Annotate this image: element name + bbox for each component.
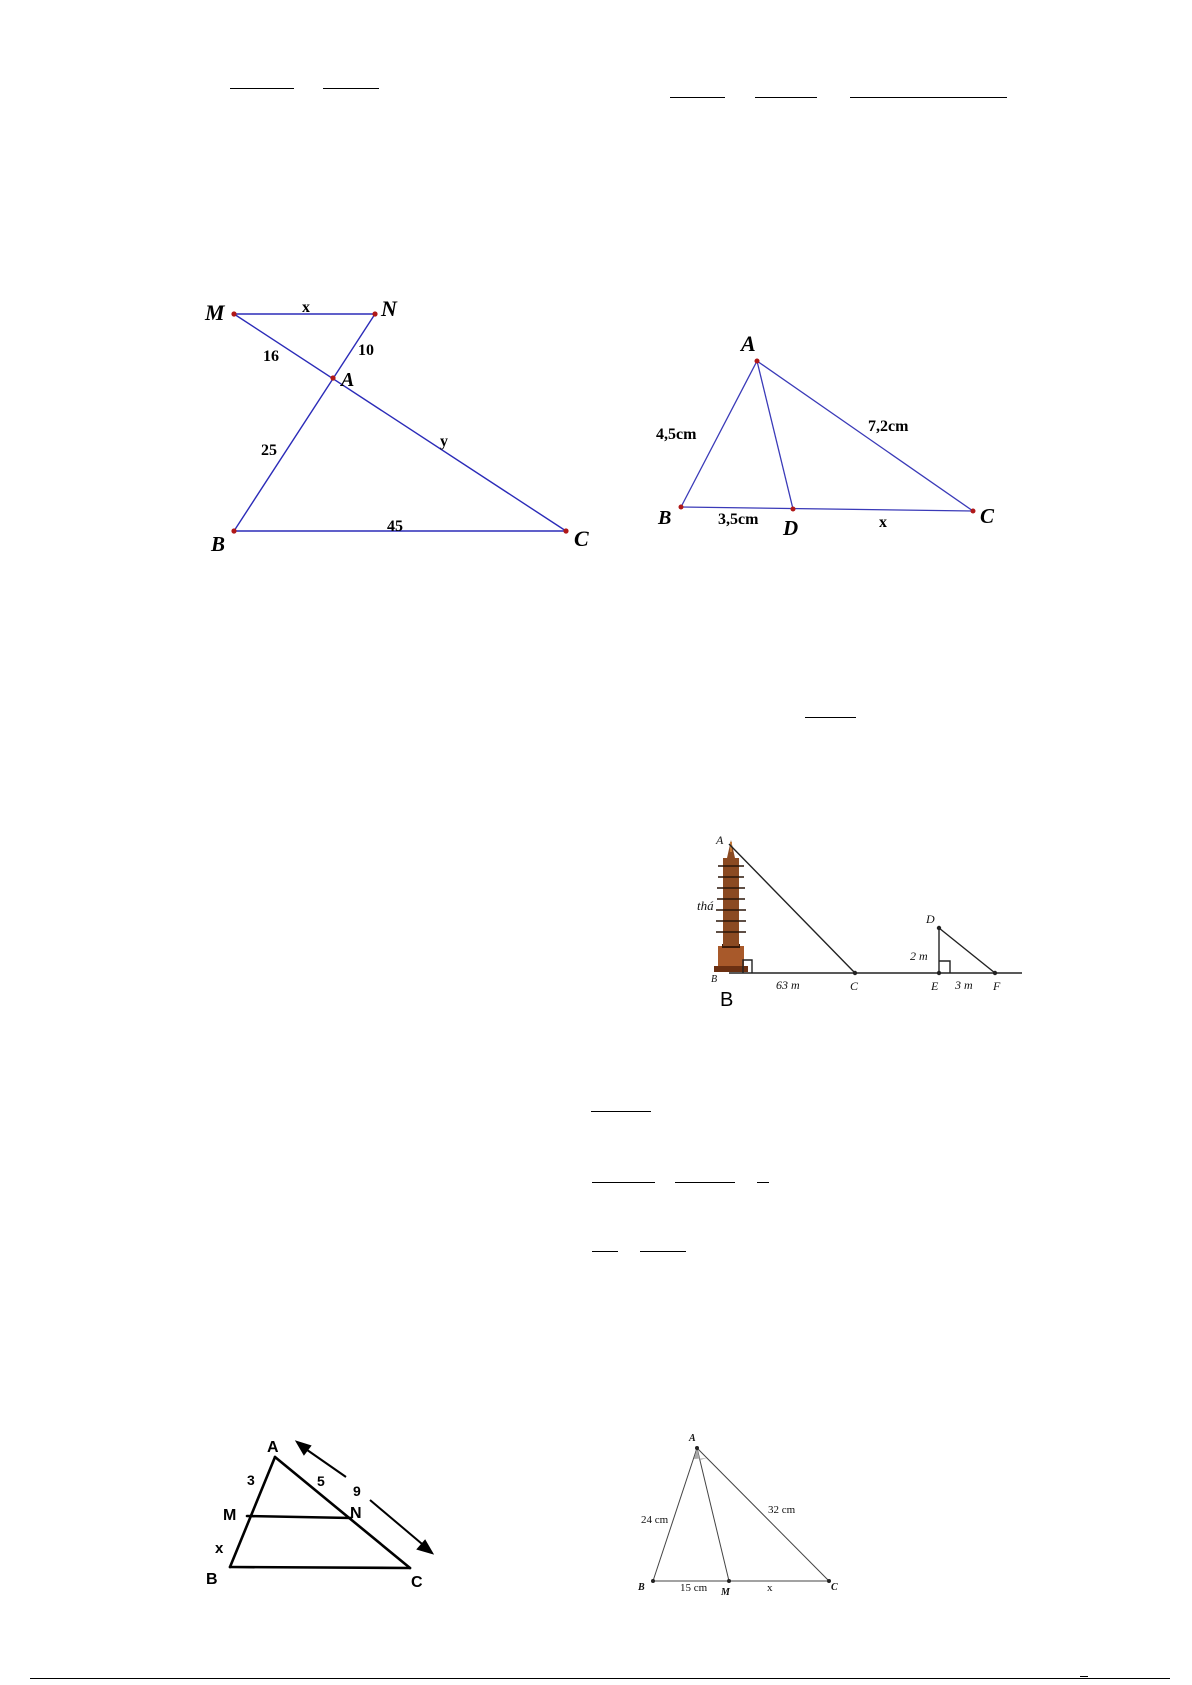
label-tower-partial: thá bbox=[697, 898, 714, 913]
length-na: 10 bbox=[358, 342, 374, 359]
label-c: C bbox=[411, 1574, 423, 1591]
length-ac: 32 cm bbox=[768, 1504, 796, 1516]
label-c: C bbox=[850, 979, 859, 993]
label-d: D bbox=[926, 912, 935, 926]
segment-am bbox=[697, 1448, 729, 1581]
label-b: B bbox=[638, 1582, 645, 1593]
label-b: B bbox=[206, 1571, 218, 1588]
length-de: 2 m bbox=[910, 949, 928, 963]
label-a: A bbox=[341, 369, 355, 391]
length-mb: x bbox=[215, 1540, 224, 1557]
length-mn: x bbox=[302, 299, 310, 316]
label-e: E bbox=[931, 979, 939, 993]
length-ma: 16 bbox=[263, 348, 279, 365]
label-a: A bbox=[689, 1433, 696, 1444]
length-dc: x bbox=[879, 514, 887, 531]
label-b-small: B bbox=[711, 974, 718, 985]
label-b: B bbox=[720, 989, 734, 1011]
label-b: B bbox=[658, 507, 672, 529]
label-m: M bbox=[721, 1587, 730, 1598]
point-b bbox=[651, 1579, 655, 1583]
label-c: C bbox=[980, 504, 995, 528]
length-an: 5 bbox=[317, 1473, 325, 1489]
length-ab: 4,5cm bbox=[656, 426, 697, 443]
label-a: A bbox=[267, 1439, 279, 1456]
length-ab: 24 cm bbox=[641, 1514, 669, 1526]
label-a: A bbox=[741, 331, 756, 356]
length-ef: 3 m bbox=[955, 978, 973, 992]
label-m: M bbox=[205, 300, 225, 325]
point-m bbox=[727, 1579, 731, 1583]
label-n: N bbox=[381, 296, 397, 321]
length-ac: y bbox=[440, 433, 448, 450]
label-n: N bbox=[350, 1505, 362, 1522]
label-b: B bbox=[211, 532, 226, 556]
length-bc: 45 bbox=[387, 518, 403, 535]
length-bd: 3,5cm bbox=[718, 511, 759, 528]
length-ab: 25 bbox=[261, 442, 277, 459]
length-ac: 7,2cm bbox=[868, 418, 909, 435]
label-d: D bbox=[783, 516, 799, 540]
footer-rule bbox=[30, 1678, 1170, 1679]
length-bm: 15 cm bbox=[680, 1582, 708, 1594]
label-f: F bbox=[993, 979, 1001, 993]
footer-mark bbox=[1080, 1676, 1088, 1677]
label-a: A bbox=[716, 833, 724, 847]
label-c: C bbox=[574, 526, 589, 551]
length-ac: 9 bbox=[353, 1483, 361, 1499]
segment-ac bbox=[697, 1448, 829, 1581]
length-mc: x bbox=[767, 1582, 773, 1594]
label-c: C bbox=[831, 1582, 838, 1593]
length-bc: 63 m bbox=[776, 978, 800, 992]
point-a bbox=[695, 1446, 699, 1450]
label-m: M bbox=[223, 1507, 237, 1524]
length-am: 3 bbox=[247, 1472, 255, 1488]
